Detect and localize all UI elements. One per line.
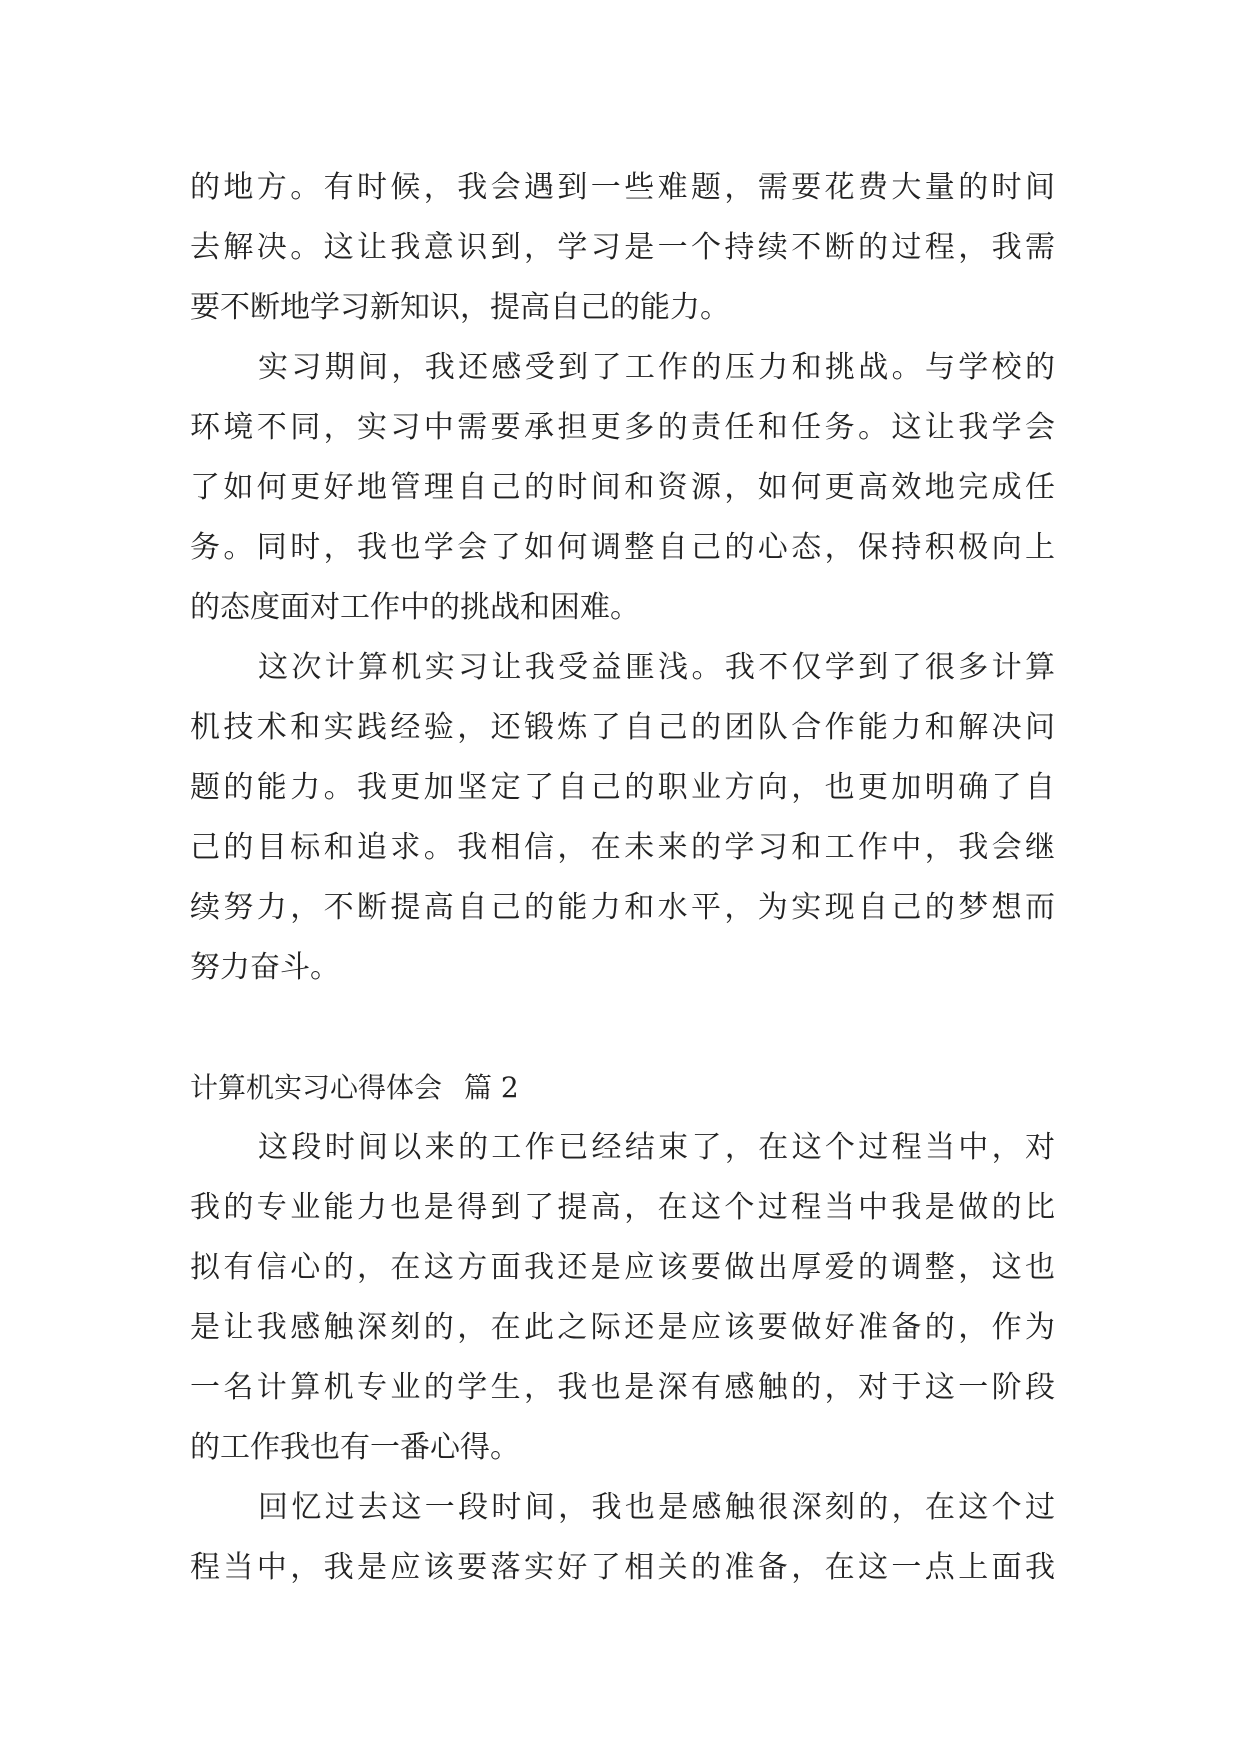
text-line: 机技术和实践经验，还锻炼了自己的团队合作能力和解决问 bbox=[190, 710, 1055, 745]
section-number: 篇 2 bbox=[464, 1071, 519, 1104]
text-line: 己的目标和追求。我相信，在未来的学习和工作中，我会继 bbox=[190, 830, 1055, 865]
text-line: 程当中，我是应该要落实好了相关的准备，在这一点上面我 bbox=[190, 1550, 1055, 1585]
paragraph bbox=[190, 638, 1055, 998]
text-line: 务。同时，我也学会了如何调整自己的心态，保持积极向上 bbox=[190, 530, 1055, 565]
text-line: 这次计算机实习让我受益匪浅。我不仅学到了很多计算 bbox=[258, 650, 1055, 685]
text-line: 题的能力。我更加坚定了自己的职业方向，也更加明确了自 bbox=[190, 770, 1055, 805]
section-title: 计算机实习心得体会 bbox=[190, 1071, 443, 1104]
paragraph bbox=[190, 338, 1055, 638]
text-line: 努力奋斗。 bbox=[190, 950, 340, 985]
paragraph bbox=[190, 1118, 1055, 1478]
text-line: 回忆过去这一段时间，我也是感触很深刻的，在这个过 bbox=[258, 1490, 1055, 1525]
text-line: 了如何更好地管理自己的时间和资源，如何更高效地完成任 bbox=[190, 470, 1055, 505]
paragraph bbox=[190, 158, 1055, 338]
document-page bbox=[190, 158, 1055, 1598]
text-line: 这段时间以来的工作已经结束了，在这个过程当中，对 bbox=[258, 1130, 1055, 1165]
text-line: 是让我感触深刻的，在此之际还是应该要做好准备的，作为 bbox=[190, 1310, 1055, 1345]
text-line: 要不断地学习新知识，提高自己的能力。 bbox=[190, 290, 730, 325]
paragraph bbox=[190, 1478, 1055, 1598]
text-line: 的工作我也有一番心得。 bbox=[190, 1430, 520, 1465]
text-line: 的态度面对工作中的挑战和困难。 bbox=[190, 590, 640, 625]
text-line: 去解决。这让我意识到，学习是一个持续不断的过程，我需 bbox=[190, 230, 1055, 265]
text-line: 的地方。有时候，我会遇到一些难题，需要花费大量的时间 bbox=[190, 170, 1055, 205]
text-line: 环境不同，实习中需要承担更多的责任和任务。这让我学会 bbox=[190, 410, 1055, 445]
text-line: 实习期间，我还感受到了工作的压力和挑战。与学校的 bbox=[258, 350, 1055, 385]
text-line: 一名计算机专业的学生，我也是深有感触的，对于这一阶段 bbox=[190, 1370, 1055, 1405]
text-line: 拟有信心的，在这方面我还是应该要做出厚爱的调整，这也 bbox=[190, 1250, 1055, 1285]
text-line: 续努力，不断提高自己的能力和水平，为实现自己的梦想而 bbox=[190, 890, 1055, 925]
section-heading bbox=[190, 1058, 1055, 1118]
text-line: 我的专业能力也是得到了提高，在这个过程当中我是做的比 bbox=[190, 1190, 1055, 1225]
